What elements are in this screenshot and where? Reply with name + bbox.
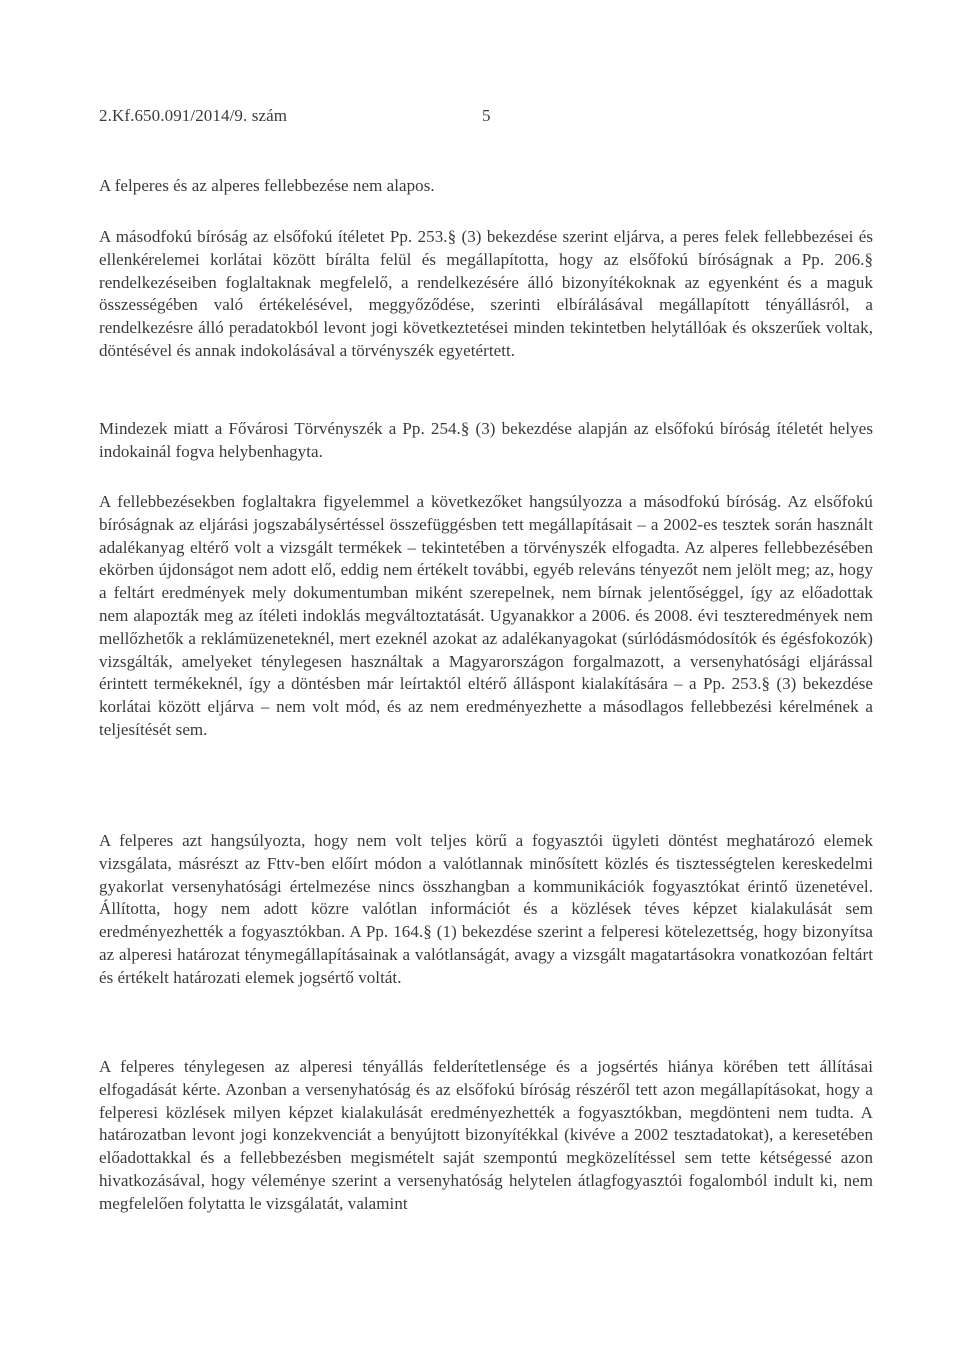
paragraph-text: A felperes azt hangsúlyozta, hogy nem volt teljes körű a fogyasztói ügyleti döntést meghatározó elemek vizsgálata, másrészt az Fttv-ben előírt módon a valótlannak minősített közlés és tisztességtelen kereskedelmi gyakorlat versenyhatósági értelmezése nincs összhangban a kommunikációk fogyasztókat érintő üzenetével. Állította, hogy nem adott közre valótlan információt és a közlések téves képzet kialakulását sem eredményezhették a fogyasztókban. A Pp. 164.§ (1) bekezdése szerint a felperesi kötelezettség, hogy bizonyítsa az alperesi határozat ténymegállapításainak a valótlanságát, avagy a vizsgált magatartásokra vonatkozóan feltárt és értékelt határozati elemek jogsértő voltát. — [99, 831, 873, 987]
paragraph-text: A fellebbezésekben foglaltakra figyelemmel a következőket hangsúlyozza a másodfokú bíróság. Az elsőfokú bíróságnak az eljárási jogszabálysértéssel összefüggésben tett megállapításait – a 2002-es tesztek során használt adalékanyag eltérő volt a vizsgált termékek – tekintetében a törvényszék elfogadta. Az alperes fellebbezésében ekörben újdonságot nem adott elő, eddig nem értékelt további, egyéb releváns tényezőt nem jelölt meg; az, hogy a feltárt eredmények mely dokumentumban miként szerepelnek, nem bírnak jelentőséggel, így az előadottak nem alapozták meg az ítéleti indoklás megváltoztatását. Ugyanakkor a 2006. és 2008. évi teszteredmények nem mellőzhetők a reklámüzeneteknél, mert ezeknél azokat az adalékanyagokat (súrlódásmódosítók és égésfokozók) vizsgálták, amelyeket ténylegesen használtak a Magyarországon forgalmazott, a versenyhatósági eljárással érintett termékeknél, így a döntésben már leírtaktól eltérő álláspont kialakítására – a Pp. 253.§ (3) bekezdése korlátai között eljárva – nem volt mód, és az nem eredményezhette a másodlagos fellebbezési kérelmének a teljesítését sem. — [99, 492, 873, 739]
paragraph-text: A felperes ténylegesen az alperesi tényállás felderítetlensége és a jogsértés hiánya körében tett állításai elfogadását kérte. Azonban a versenyhatóság és az elsőfokú bíróság részéről tett azon megállapításokat, hogy a felperesi közlések milyen képzet kialakulását eredményezhették a fogyasztókban, megdönteni nem tudta. A határozatban levont jogi konzekvenciát a benyújtott bizonyítékkal (kivéve a 2002 tesztadatokat), a keresetében előadottakkal és a fellebbezésben megismételt saját szempontú megközelítéssel sem tette kétségessé azon hivatkozásával, hogy véleménye szerint a versenyhatóság helytelen átlagfogyasztói fogalomból indult ki, nem megfelelően folytatta le vizsgálatát, valamint — [99, 1057, 873, 1213]
paragraph-decision — [99, 418, 873, 464]
paragraph-text: A felperes és az alperes fellebbezése nem alapos. — [99, 176, 435, 195]
paragraph-second-instance-review — [99, 226, 873, 363]
paragraph-text: Mindezek miatt a Fővárosi Törvényszék a Pp. 254.§ (3) bekezdése alapján az elsőfokú bíróság ítéletét helyes indokainál fogva helybenhagyta. — [99, 419, 873, 461]
paragraph-appeal-unfounded — [99, 175, 873, 198]
paragraph-plaintiff-argument — [99, 830, 873, 990]
case-reference: 2.Kf.650.091/2014/9. szám — [99, 106, 288, 125]
paragraph-plaintiff-request — [99, 1056, 873, 1216]
paragraph-text: A másodfokú bíróság az elsőfokú ítéletet Pp. 253.§ (3) bekezdése szerint eljárva, a peres felek fellebbezései és ellenkérelemei korlátai között bírálta felül és megállapította, hogy az elsőfokú bíróságnak a Pp. 206.§ rendelkezéseiben foglaltaknak megfelelő, a rendelkezésére álló bizonyítékoknak az egyenként és a maguk összességében való értékelésével, meggyőződése, szerinti elbírálásával megállapított tényállásról, a rendelkezésre álló peradatokból levont jogi következtetései minden tekintetben helytállóak és okszerűek voltak, döntésével és annak indokolásával a törvényszék egyetértett. — [99, 227, 873, 360]
page-number: 5 — [482, 106, 491, 125]
paragraph-emphasis — [99, 491, 873, 742]
page-header — [99, 104, 499, 128]
